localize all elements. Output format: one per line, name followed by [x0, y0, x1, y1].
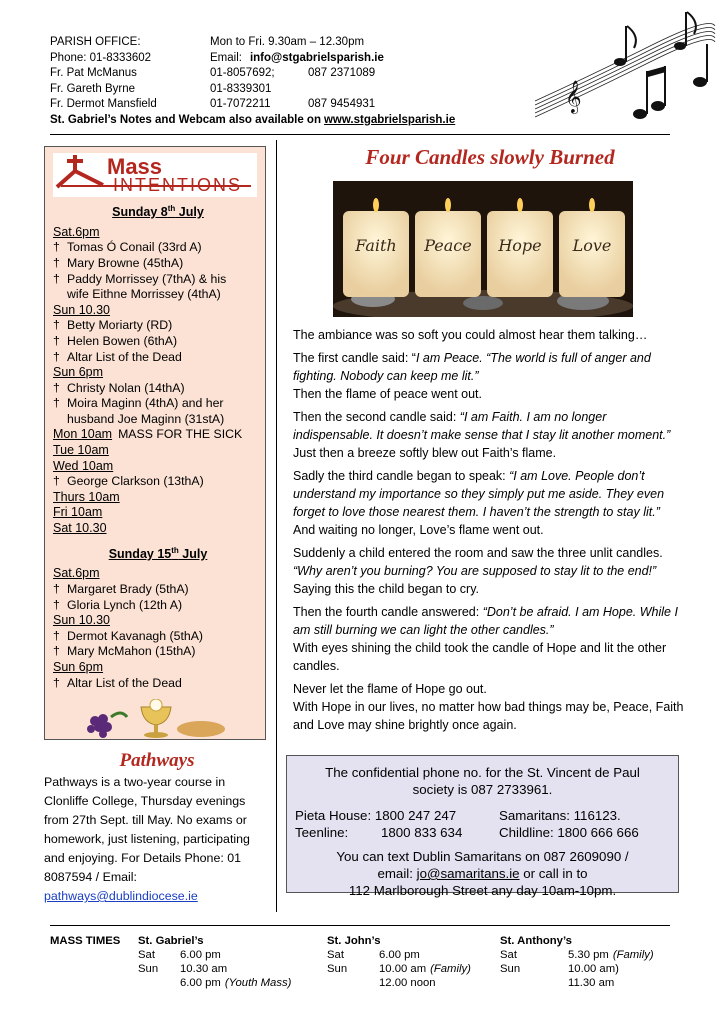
intention-item: † Margaret Brady (5thA): [53, 581, 189, 596]
candle-word: Hope: [498, 236, 542, 255]
priest-phone: 01-8339301: [210, 82, 272, 95]
mass-slot: Sun 6pm: [53, 365, 104, 380]
church-times: St. Gabriel’s Sat 6.00 pm Sun 10.30 am 6.00 pm (Youth Mass): [138, 935, 292, 989]
svp-line: The confidential phone no. for the St. Vincent de Paul: [325, 765, 640, 780]
office-email-link[interactable]: info@stgabrielsparish.ie: [249, 51, 384, 64]
intention-item: † Mary McMahon (15thA): [53, 644, 196, 659]
priest-name: Fr. Dermot Mansfield: [50, 98, 157, 110]
childline: Childline: 1800 666 666: [499, 825, 639, 841]
intention-item: † Mary Browne (45thA): [53, 255, 184, 270]
intention-item: † Dermot Kavanagh (5thA): [53, 628, 204, 643]
story-title: Four Candles slowly Burned: [365, 145, 615, 169]
mass-logo-word: Mass: [107, 154, 163, 179]
priest-mobile: 087 9454931: [308, 98, 376, 110]
church-name: St. Gabriel’s: [138, 935, 204, 947]
mass-slot: Sat.6pm: [53, 566, 100, 581]
mass-slot: Sat 10.30: [53, 521, 107, 536]
office-hours: Mon to Fri. 9.30am – 12.30pm: [210, 36, 365, 48]
intention-item: † Altar List of the Dead: [53, 349, 182, 364]
intention-item-continued: husband Joe Maginn (31stA): [67, 411, 225, 426]
church-times: St. John’s Sat 6.00 pm Sun 10.00 am (Family) 12.00 noon: [327, 935, 471, 989]
mass-slot: Wed 10am: [53, 458, 114, 473]
helpline-row: [295, 824, 670, 841]
pathways-body: [44, 773, 272, 906]
priest-name: Fr. Pat McManus: [50, 67, 137, 79]
teenline-label: Teenline:: [295, 825, 349, 841]
helpline-row: [295, 807, 670, 824]
parish-office-header: [50, 35, 530, 128]
mass-intentions-box: [44, 146, 266, 740]
church-times: St. Anthony’s Sat 5.30 pm (Family) Sun 10.00 am) 11.30 am: [500, 935, 654, 989]
samaritans: Samaritans: 116123.: [499, 807, 621, 823]
mass-slot: Fri 10am: [53, 505, 103, 520]
story-body: [293, 326, 685, 739]
samaritans-email-link[interactable]: jo@samaritans.ie: [416, 866, 520, 882]
story-paragraph: The first candle said: “I am Peace. “The world is full of anger and fighting. Nobody can keep me lit.” Then the flame of peace went out.: [293, 351, 651, 401]
priest-phone: 01-8057692;: [210, 67, 275, 79]
mass-intentions-logo: [53, 153, 257, 197]
header-divider: [50, 134, 670, 135]
teenline-number: 1800 833 634: [381, 825, 463, 841]
samaritans-email-line: email: jo@samaritans.ie or call in to: [377, 866, 588, 882]
text-samaritans: You can text Dublin Samaritans on 087 2609090 /: [336, 848, 629, 864]
svp-number: society is 087 2733961.: [412, 782, 553, 798]
intention-item: † Moira Maginn (4thA) and her: [53, 396, 224, 411]
mass-slot: Tue 10am: [53, 443, 109, 458]
pieta-house: Pieta House: 1800 247 247: [295, 807, 457, 823]
week-1-intentions: [53, 201, 263, 691]
week-heading: Sunday 8th July: [112, 204, 204, 220]
priest-phone: 01-7072211: [210, 98, 271, 110]
footer-divider: [50, 925, 670, 926]
grapes-chalice-image: [81, 699, 231, 739]
church-name: St. John’s: [327, 935, 381, 947]
samaritans-address: 112 Marlborough Street any day 10am-10pm.: [348, 883, 617, 899]
intention-item: † Christy Nolan (14thA): [53, 380, 185, 395]
helplines-box: [286, 755, 679, 899]
candle-word: Peace: [424, 236, 472, 255]
story-paragraph: Never let the flame of Hope go out. With Hope in our lives, no matter how bad things may be, Peace, Faith and Love may shine brightly once again.: [293, 682, 684, 732]
pathways-email-link[interactable]: pathways@dublindiocese.ie: [44, 889, 198, 903]
four-candles-image: [333, 181, 633, 317]
office-phone: Phone: 01-8333602: [50, 51, 152, 64]
intention-item: † Altar List of the Dead: [53, 675, 182, 690]
intention-item: † George Clarkson (13thA): [53, 474, 204, 489]
svg-text:𝄞: 𝄞: [565, 80, 582, 113]
story-paragraph: Then the fourth candle answered: “Don’t be afraid. I am Hope. While I am still burning we can light the other candles.” With eyes shining the child took the candle of Hope and lit the other candles.: [293, 605, 678, 673]
intention-item: † Paddy Morrissey (7thA) & his: [53, 271, 227, 286]
church-name: St. Anthony’s: [500, 935, 572, 947]
intention-item: † Tomas Ó Conail (33rd A): [53, 240, 202, 255]
mass-slot: Sun 6pm: [53, 659, 104, 674]
notes-text: St. Gabriel’s Notes and Webcam also available on: [50, 113, 321, 126]
email-label: Email:: [210, 51, 242, 64]
intention-item: † Betty Moriarty (RD): [53, 318, 173, 333]
intention-item: † Gloria Lynch (12th A): [53, 597, 183, 612]
story-paragraph: Suddenly a child entered the room and saw the three unlit candles. “Why aren’t you burning? You are supposed to stay lit to the end!” Saying this the child began to cry.: [293, 546, 663, 596]
candle-word: Faith: [355, 236, 397, 255]
story-paragraph: Sadly the third candle began to speak: “I am Love. People don’t understand my importance so they simply put me aside. They even forget to love those nearest them. I haven’t the strength to stay lit.” And waiting no longer, Love’s flame went out.: [293, 469, 665, 537]
parish-website-link[interactable]: www.stgabrielsparish.ie: [323, 113, 456, 126]
pathways-text: Pathways is a two-year course in Clonliffe College, Thursday evenings from 27th Sept. till May. No exams or homework, just listening, participating and enjoying. For Details Phone: 01 8087594 / Email:: [44, 775, 250, 884]
intention-item: † Helen Bowen (6thA): [53, 333, 178, 348]
mass-slot: Sat.6pm: [53, 224, 100, 239]
week-heading: Sunday 15th July: [108, 545, 208, 561]
music-notes-art: [530, 6, 720, 126]
story-paragraph: The ambiance was so soft you could almost hear them talking…: [293, 328, 648, 342]
column-divider: [276, 140, 277, 912]
mass-slot: Sun 10.30: [53, 613, 110, 628]
mass-slot: Sun 10.30: [53, 302, 110, 317]
mass-times-label: MASS TIMES: [50, 935, 121, 947]
pathways-title: Pathways: [119, 750, 195, 771]
intention-item-continued: wife Eithne Morrissey (4thA): [67, 287, 221, 302]
story-paragraph: Then the second candle said: “I am Faith. I am no longer indispensable. It doesn’t make sense that I stay lit another moment.” Just then a breeze softly blew out Faith’s flame.: [293, 410, 671, 460]
mass-slot-row: Mon 10am MASS FOR THE SICK: [53, 427, 243, 442]
office-label: PARISH OFFICE:: [50, 36, 141, 48]
priest-name: Fr. Gareth Byrne: [50, 82, 136, 95]
candle-word: Love: [572, 236, 612, 255]
intentions-logo-word: INTENTIONS: [113, 175, 243, 195]
priest-mobile: 087 2371089: [308, 67, 376, 79]
mass-slot: Thurs 10am: [53, 489, 120, 504]
